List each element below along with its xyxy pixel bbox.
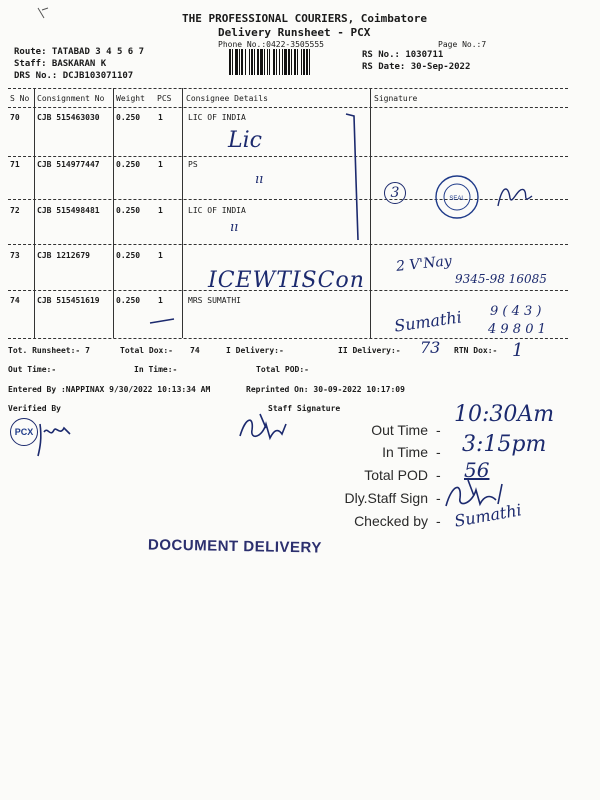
bracket-stroke [340, 110, 370, 250]
handwritten-checked-by: Sumathi [452, 500, 523, 531]
row-consignment: CJB 514977447 [37, 160, 100, 169]
row-pcs: 1 [158, 160, 163, 169]
row-consignment: CJB 515463030 [37, 113, 100, 122]
handwritten-out-time: 10:30Am [454, 402, 555, 427]
divider [8, 88, 568, 89]
summary-dly-staff-label: Dly.Staff Sign [344, 490, 428, 506]
barcode-bar [279, 49, 280, 75]
handwritten-in-time: 3:15pm [462, 432, 547, 457]
company-title: THE PROFESSIONAL COURIERS, Coimbatore [182, 12, 428, 25]
col-header-sno: S No [10, 94, 30, 103]
barcode-bar [303, 49, 305, 75]
row-consignee: LIC OF INDIA [188, 113, 246, 122]
col-header-weight: Weight [116, 94, 145, 103]
total-dox-label: Total Dox:- [120, 346, 173, 355]
barcode-bar [273, 49, 275, 75]
barcode-bar [306, 49, 308, 75]
reprinted-on: Reprinted On: 30-09-2022 10:17:09 [246, 385, 405, 394]
staff-signature [236, 410, 300, 446]
barcode-bar [282, 49, 283, 75]
handwritten-lic: Lic [228, 128, 262, 153]
verified-by: Verified By [8, 404, 61, 413]
barcode-bar [297, 49, 298, 75]
rtn-dox: RTN Dox:- [454, 346, 498, 355]
summary-checked-by-label: Checked by [354, 513, 428, 529]
handwritten-rtn: 1 [512, 340, 524, 361]
column-divider [182, 88, 183, 338]
row-divider [8, 244, 568, 245]
barcode-bar [254, 49, 255, 75]
barcode-bar [264, 49, 265, 75]
row-sno: 73 [10, 251, 20, 260]
barcode-bar [284, 49, 287, 75]
barcode-bar [269, 49, 270, 75]
row-consignee: MRS SUMATHI [188, 296, 241, 305]
total-dox-value: 74 [190, 346, 200, 355]
document-delivery-stamp: DOCUMENT DELIVERY [147, 536, 322, 557]
row-consignee: LIC OF INDIA [188, 206, 246, 215]
scribble-mark [36, 6, 52, 20]
handwritten-sign-row74: Sumathi [393, 307, 463, 336]
out-time-label: Out Time:- [8, 365, 57, 374]
ii-delivery: II Delivery:- [338, 346, 401, 355]
total-runsheet: Tot. Runsheet:- 7 [8, 346, 90, 355]
column-divider [370, 88, 371, 338]
barcode-bar [229, 49, 231, 75]
row-weight: 0.250 [116, 251, 141, 260]
runsheet-title: Delivery Runsheet - PCX [218, 26, 371, 39]
barcode-bar [294, 49, 296, 75]
barcode-bar [239, 49, 240, 75]
summary-total-pod-label: Total POD [364, 467, 428, 483]
seal-text: SEAL [449, 196, 465, 202]
barcode-bar [249, 49, 250, 75]
rs-date: RS Date: 30-Sep-2022 [362, 62, 471, 72]
barcode-bar [301, 49, 302, 75]
col-header-consignment: Consignment No [37, 94, 105, 103]
staff-signature-label: Staff Signature [268, 404, 341, 413]
phone-number: Phone No.:0422-3505555 [218, 40, 324, 49]
row-pcs: 1 [158, 296, 163, 305]
col-header-signature: Signature [374, 94, 418, 103]
signature-row72 [494, 176, 538, 216]
barcode-bar [257, 49, 259, 75]
col-header-consignee: Consignee Details [186, 94, 268, 103]
handwritten-phone: 9345-98 16085 [455, 272, 547, 286]
staff: Staff: BASKARAN K [14, 59, 107, 69]
summary-dash: - [436, 467, 441, 483]
entered-by: Entered By :NAPPINAX 9/30/2022 10:13:34 AM [8, 385, 211, 394]
barcode-bar [232, 49, 233, 75]
barcode-bar [251, 49, 253, 75]
row-sno: 70 [10, 113, 20, 122]
drs-number: DRS No.: DCJB103071107 [14, 71, 134, 81]
page-number: Page No.:7 [438, 40, 487, 49]
pen-stroke [148, 316, 178, 326]
total-pod-label: Total POD:- [256, 365, 309, 374]
summary-out-time-label: Out Time [371, 422, 428, 438]
divider [8, 107, 568, 108]
row-weight: 0.250 [116, 160, 141, 169]
row-sno: 74 [10, 296, 20, 305]
handwritten-total-pod: 56 [464, 458, 490, 482]
handwritten-ditto: ıı [255, 172, 264, 187]
row-consignment: CJB 515451619 [37, 296, 100, 305]
summary-in-time-label: In Time [382, 444, 428, 460]
row-consignee: PS [188, 160, 198, 169]
summary-dash: - [436, 422, 441, 438]
handwritten-number: 9 ( 4 3 ) [490, 304, 542, 319]
barcode-bar [288, 49, 290, 75]
rs-number: RS No.: 1030711 [362, 50, 444, 60]
circled-number: 3 [384, 182, 406, 204]
barcode-bar [267, 49, 268, 75]
column-divider [113, 88, 114, 338]
in-time-label: In Time:- [134, 365, 178, 374]
summary-dash: - [436, 513, 441, 529]
row-pcs: 1 [158, 206, 163, 215]
col-header-pcs: PCS [157, 94, 172, 103]
route: Route: TATABAD 3 4 5 6 7 [14, 47, 145, 57]
handwritten-sign-row73: 2 V'Nay [395, 253, 453, 275]
row-weight: 0.250 [116, 206, 141, 215]
row-sno: 71 [10, 160, 20, 169]
verified-signature [36, 418, 80, 458]
row-pcs: 1 [158, 113, 163, 122]
barcode-bar [276, 49, 277, 75]
row-weight: 0.250 [116, 113, 141, 122]
pcx-stamp: PCX [10, 418, 38, 446]
handwritten-company: ICEWTISCon [208, 268, 365, 293]
row-divider [8, 338, 568, 339]
summary-dash: - [436, 444, 441, 460]
row-divider [8, 156, 568, 157]
barcode-bar [309, 49, 310, 75]
row-weight: 0.250 [116, 296, 141, 305]
barcode-bar [241, 49, 243, 75]
barcode-bar [245, 49, 246, 75]
row-consignment: CJB 515498481 [37, 206, 100, 215]
i-delivery: I Delivery:- [226, 346, 284, 355]
row-pcs: 1 [158, 251, 163, 260]
row-divider [8, 199, 568, 200]
handwritten-number: 4 9 8 0 1 [488, 322, 546, 337]
column-divider [34, 88, 35, 338]
barcode-bar [260, 49, 263, 75]
row-sno: 72 [10, 206, 20, 215]
summary-dash: - [436, 490, 441, 506]
handwritten-ii-delivery: 73 [420, 338, 441, 357]
barcode-bar [291, 49, 292, 75]
barcode [228, 49, 354, 75]
handwritten-ditto: ıı [230, 220, 239, 235]
barcode-bar [235, 49, 238, 75]
round-seal [432, 172, 482, 222]
row-consignment: CJB 1212679 [37, 251, 90, 260]
